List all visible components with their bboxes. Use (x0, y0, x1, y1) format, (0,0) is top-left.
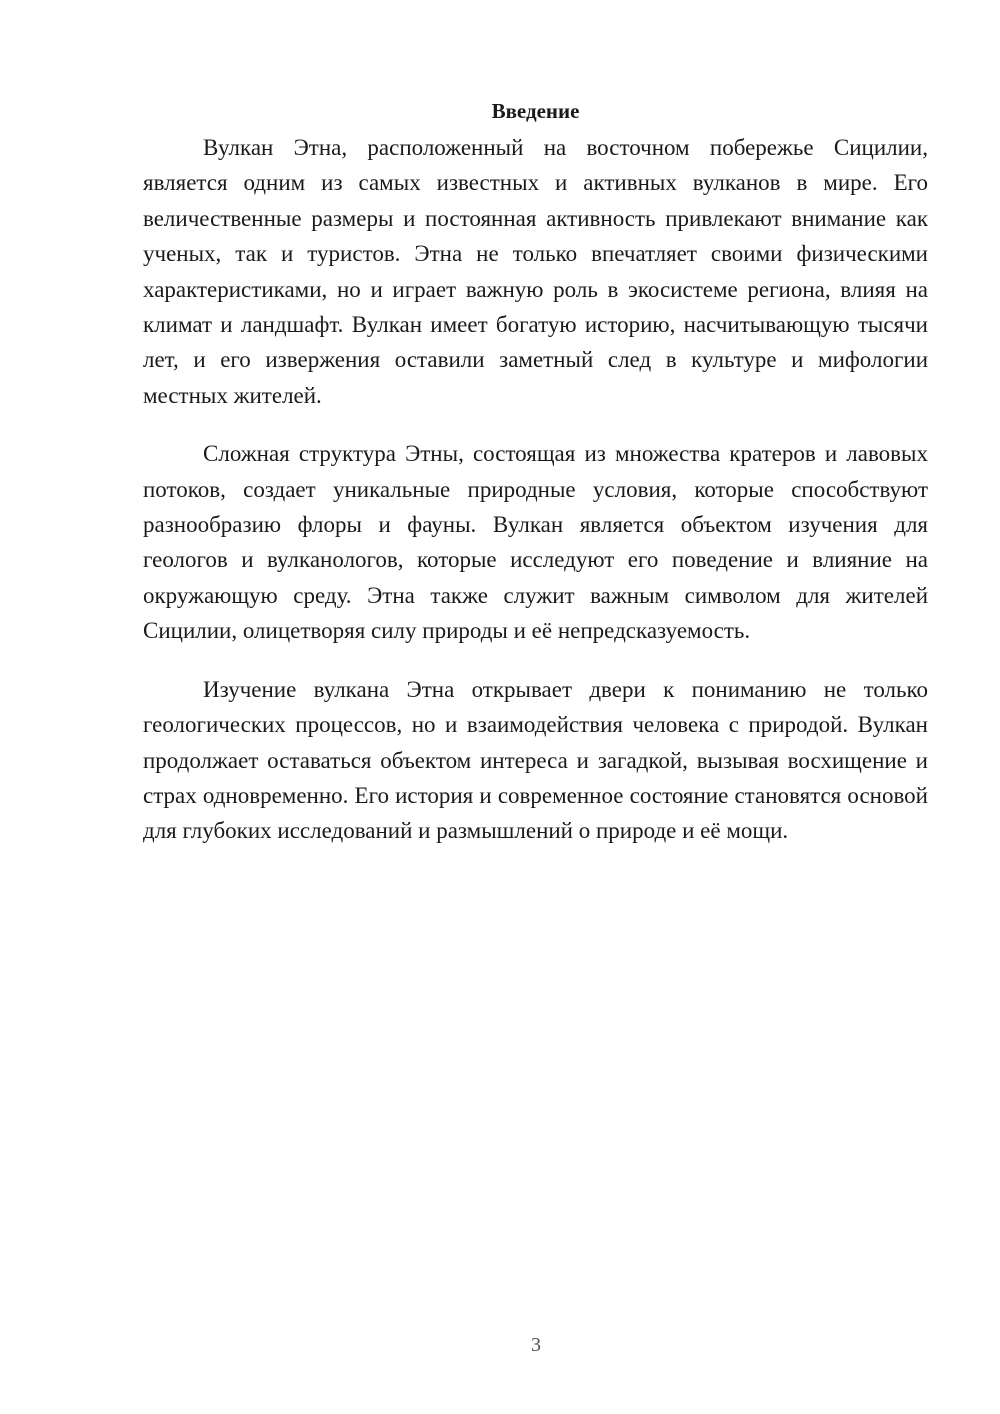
document-page (143, 96, 928, 872)
paragraph-2: Сложная структура Этны, состоящая из множества кратеров и лавовых потоков, создает уникальные природные условия, которые способствуют разнообразию флоры и фауны. Вулкан является объектом изучения для геологов и вулканологов, которые исследуют его поведение и влияние на окружающую среду. Этна также служит важным символом для жителей Сицилии, олицетворяя силу природы и её непредсказуемость. (143, 441, 928, 644)
paragraph-1: Вулкан Этна, расположенный на восточном побережье Сицилии, является одним из самых известных и активных вулканов в мире. Его величественные размеры и постоянная активность привлекают внимание как ученых, так и туристов. Этна не только впечатляет своими физическими характеристиками, но и играет важную роль в экосистеме региона, влияя на климат и ландшафт. Вулкан имеет богатую историю, насчитывающую тысячи лет, и его извержения оставили заметный след в культуре и мифологии местных жителей. (143, 135, 928, 408)
paragraph-3: Изучение вулкана Этна открывает двери к пониманию не только геологических процессов, но и взаимодействия человека с природой. Вулкан продолжает оставаться объектом интереса и загадкой, вызывая восхищение и страх одновременно. Его история и современное состояние становятся основой для глубоких исследований и размышлений о природе и её мощи. (143, 676, 928, 844)
section-heading: Введение (491, 99, 580, 123)
page-number: 3 (531, 1334, 541, 1356)
